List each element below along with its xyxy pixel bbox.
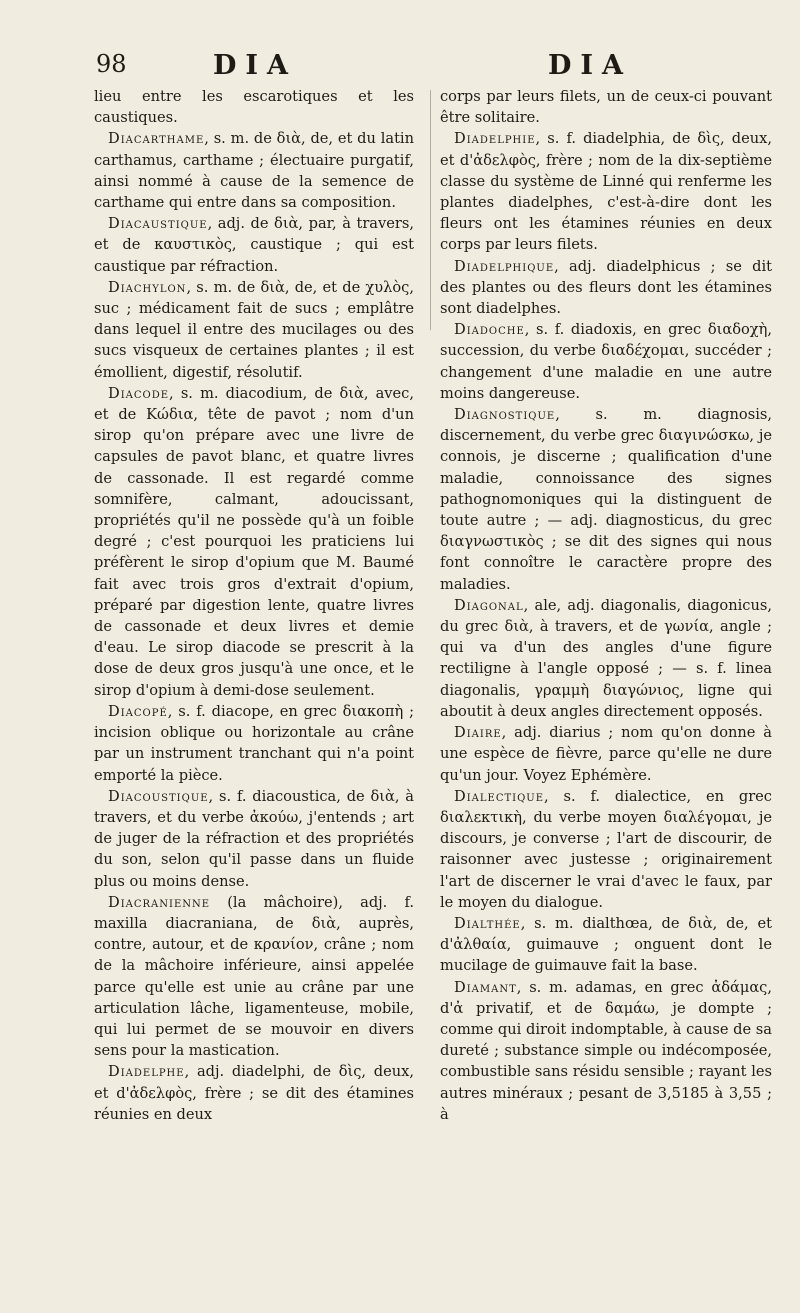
column-rule (430, 90, 431, 330)
entry-headword: Diagonal (454, 596, 524, 614)
page-number: 98 (96, 50, 127, 78)
entry-headword: Diagnostique (454, 406, 556, 424)
entry-definition: corps par leurs filets, un de ceux-ci pouvant être solitaire. (440, 88, 772, 127)
dictionary-entry (94, 383, 414, 701)
entry-definition: , adj. diadelphi, de δὶς, deux, et d'ἀδελφὸς, frère ; se dit des étamines réunies en deux (94, 1063, 414, 1123)
entry-definition: , s. m. diagnosis, discernement, du verbe grec διαγινώσκω, je connois, je discerne ; qualification d'une maladie, connoissance des signes pathognomoniques qui la distinguent de toute autre ; — adj. diagnosticus, du grec διαγνωστικὸς ; se dit des signes qui nous font connoître le caractère propre des maladies. (440, 406, 772, 593)
dictionary-entry (440, 722, 772, 786)
dictionary-entry (94, 128, 414, 213)
dictionary-entry (94, 277, 414, 383)
entry-definition: , adj. diadelphicus ; se dit des plantes ou des fleurs dont les étamines sont diadelphes. (440, 257, 772, 318)
entry-headword: Diaire (454, 724, 502, 742)
left-column (94, 86, 414, 1125)
entry-continuation (94, 86, 414, 128)
dictionary-entry (94, 1061, 414, 1125)
entry-headword: Diadelphie (454, 130, 536, 148)
entry-continuation (440, 86, 772, 128)
entry-definition: , s. m. diacodium, de διὰ, avec, et de Κώδια, tête de pavot ; nom d'un sirop qu'on prépare avec une livre de capsules de pavot blanc, et quatre livres de cassonade. Il est regardé comme somnifère, calmant, adoucissant, propriétés qu'il ne possède qu'à un foible degré ; c'est pourquoi les praticiens lui préfèrent le sirop d'opium que M. Baumé fait avec trois gros d'extrait d'opium, préparé par digestion lente, quatre livres de cassonade et deux livres et demie d'eau. Le sirop diacode se prescrit à la dose de deux gros jusqu'à une once, et le sirop d'opium à demi-dose seulement. (94, 384, 414, 699)
dictionary-entry (440, 256, 772, 320)
entry-headword: Diacaustique (108, 215, 208, 233)
dictionary-entry (440, 595, 772, 722)
dictionary-entry (94, 892, 414, 1062)
entry-headword: Diadelphe (108, 1063, 185, 1081)
entry-definition: , s. m. adamas, en grec ἀδάμας, d'ἀ privatif, et de δαμάω, je dompte ; comme qui diroit indomptable, à cause de sa dureté ; substance simple ou indécomposée, combustible sans résidu sensible ; rayant les autres minéraux ; pesant de 3,5185 à 3,55 ; à (440, 978, 772, 1123)
dictionary-entry (440, 404, 772, 595)
entry-headword: Diacarthame (108, 130, 205, 148)
entry-definition: , adj. diarius ; nom qu'on donne à une espèce de fièvre, parce qu'elle ne dure qu'un jour. Voyez Ephémère. (440, 724, 772, 784)
entry-definition: , s. m. de διὰ, de, et de χυλὸς, suc ; médicament fait de sucs ; emplâtre dans lequel il entre des mucilages ou des sucs visqueux de certaines plantes ; il est émollient, digestif, résolutif. (94, 278, 414, 381)
entry-headword: Diacode (108, 384, 170, 402)
dictionary-entry (94, 213, 414, 277)
entry-definition: , s. f. diacoustica, de διὰ, à travers, et du verbe ἀκούω, j'entends ; art de juger de la réfraction et des propriétés du son, selon qu'il passe dans un fluide plus ou moins dense. (94, 787, 414, 890)
running-head-left: DIA (213, 50, 297, 81)
dictionary-entry (440, 319, 772, 404)
running-head-right: DIA (548, 50, 632, 81)
dictionary-entry (440, 786, 772, 913)
dictionary-entry (440, 913, 772, 977)
entry-headword: Diacoustique (108, 787, 209, 805)
entry-definition: , s. f. diacope, en grec διακοπὴ ; incision oblique ou horizontale au crâne par un instrument tranchant qui n'a point emporté la pièce. (94, 702, 414, 784)
entry-headword: Diadoche (454, 321, 525, 339)
right-column (440, 86, 772, 1125)
dictionary-entry (94, 701, 414, 786)
entry-headword: Diamant (454, 978, 517, 996)
entry-headword: Dialthée (454, 914, 521, 932)
dictionary-entry (440, 977, 772, 1125)
entry-headword: Diadelphique (454, 257, 555, 275)
entry-headword: Diachylon (108, 278, 187, 296)
entry-definition: , s. m. de διὰ, de, et du latin carthamus, carthame ; électuaire purgatif, ainsi nommé à cause de la semence de carthame qui entre dans sa composition. (94, 130, 414, 212)
dictionary-entry (94, 786, 414, 892)
entry-headword: Dialectique (454, 787, 545, 805)
dictionary-entry (440, 128, 772, 255)
entry-definition: , adj. de διὰ, par, à travers, et de καυστικὸς, caustique ; qui est caustique par réfraction. (94, 215, 414, 275)
entry-definition: , ale, adj. diagonalis, diagonicus, du grec διὰ, à travers, et de γωνία, angle ; qui va d'un des angles d'une figure rectiligne à l'angle opposé ; — s. f. linea diagonalis, γραμμὴ διαγώνιος, ligne qui aboutit à deux angles directement opposés. (440, 596, 772, 720)
entry-definition: (la mâchoire), adj. f. maxilla diacraniana, de διὰ, auprès, contre, autour, et de κρανίον, crâne ; nom de la mâchoire inférieure, ainsi appelée parce qu'elle est unie au crâne par une articulation lâche, ligamenteuse, mobile, qui lui permet de se mouvoir en divers sens pour la mastication. (94, 893, 414, 1060)
entry-definition: , s. f. dialectice, en grec διαλεκτικὴ, du verbe moyen διαλέγομαι, je discours, je converse ; l'art de discourir, de raisonner avec justesse ; originairement l'art de discerner le vrai d'avec le faux, par le moyen du dialogue. (440, 787, 772, 911)
entry-definition: , s. m. dialthœa, de διὰ, de, et d'ἀλθαία, guimauve ; onguent dont le mucilage de guimauve fait la base. (440, 914, 772, 975)
entry-headword: Diacopé (108, 702, 168, 720)
entry-definition: , s. f. diadoxis, en grec διαδοχὴ, succession, du verbe διαδέχομαι, succéder ; changement d'une maladie en une autre moins dangereuse. (440, 321, 772, 402)
entry-definition: lieu entre les escarotiques et les caustiques. (94, 88, 414, 127)
entry-headword: Diacranienne (108, 893, 211, 911)
entry-definition: , s. f. diadelphia, de δὶς, deux, et d'ἀδελφὸς, frère ; nom de la dix-septième classe du système de Linné qui renferme les plantes diadelphes, c'est-à-dire dont les fleurs ont les étamines réunies en deux corps par leurs filets. (440, 130, 772, 254)
